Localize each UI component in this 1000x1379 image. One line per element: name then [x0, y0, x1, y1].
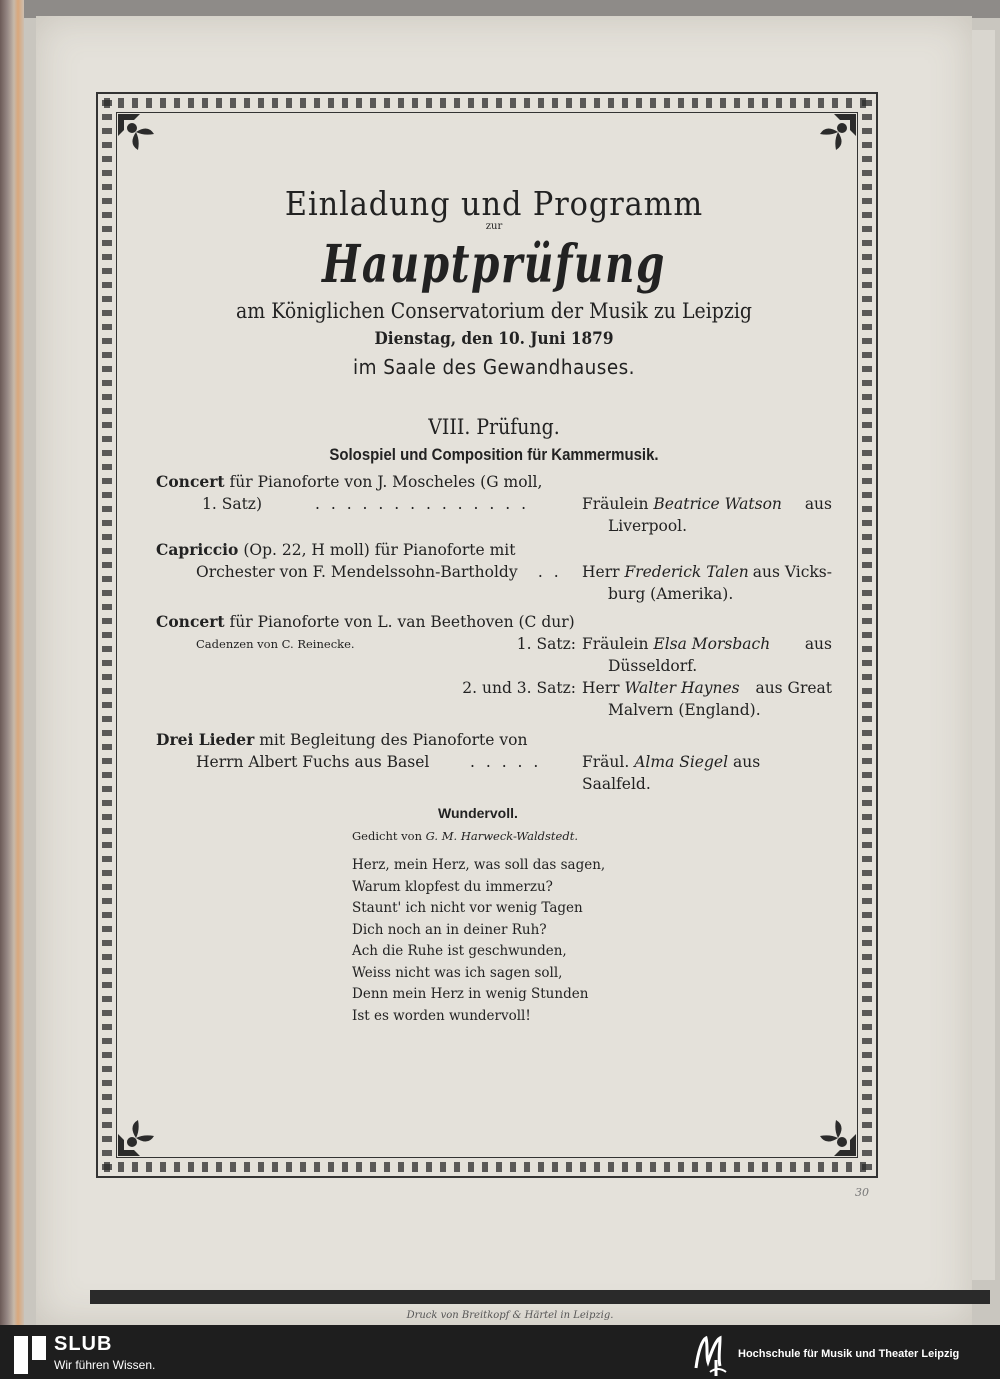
- document-title: Einladung und Programm: [284, 184, 704, 223]
- program-content: [156, 170, 832, 1027]
- corner-ornament-icon: [812, 1112, 860, 1160]
- hmt-mark-icon: [690, 1332, 730, 1376]
- event-date: Dienstag, den 10. Juni 1879: [374, 329, 614, 349]
- exam-number: VIII. Prüfung.: [428, 415, 560, 439]
- dot-leader: . .: [537, 563, 562, 581]
- page-number: 30: [855, 1186, 869, 1199]
- title-connector: zur: [485, 221, 503, 232]
- corner-ornament-icon: [114, 1112, 162, 1160]
- book-binding: [0, 0, 24, 1325]
- poem-line: Staunt' ich nicht vor wenig Tagen: [352, 900, 583, 916]
- performer-name: Elsa Morsbach: [653, 635, 771, 653]
- work-description-line2: Herrn Albert Fuchs aus Basel: [196, 753, 430, 771]
- work-title: Concert: [156, 472, 225, 491]
- poem-line: Ach die Ruhe ist geschwunden,: [352, 943, 567, 959]
- program-item: [156, 471, 832, 537]
- performer-origin: aus Saalfeld.: [582, 753, 761, 793]
- performer-origin-line2: Düsseldorf.: [608, 657, 698, 675]
- performer-title: Herr: [582, 679, 620, 697]
- dot-leader: . . . . . . . . . . . . . .: [315, 495, 530, 513]
- program-item: [156, 539, 832, 605]
- performer-name: Beatrice Watson: [653, 495, 782, 513]
- poem-line: Herz, mein Herz, was soll das sagen,: [352, 857, 606, 873]
- movement: 2. und 3. Satz:: [462, 679, 576, 697]
- poem-line: Ist es worden wundervoll!: [352, 1007, 531, 1024]
- slub-name: SLUB: [54, 1333, 113, 1355]
- work-title: Capriccio: [156, 540, 239, 559]
- program-item: [156, 729, 832, 795]
- movement: 1. Satz): [202, 495, 263, 513]
- performer-title: Herr: [582, 563, 620, 581]
- poem-line: Denn mein Herz in wenig Stunden: [352, 986, 589, 1002]
- performer-origin-line2: burg (Amerika).: [608, 585, 734, 603]
- institution: am Königlichen Conservatorium der Musik zu Leipzig: [236, 299, 752, 323]
- work-description-line2: Orchester von F. Mendelssohn-Bartholdy: [196, 563, 518, 581]
- performer-title: Fräulein: [582, 635, 649, 653]
- performer-origin: aus: [804, 635, 832, 653]
- work-description: für Pianoforte von L. van Beethoven (C dur): [229, 613, 575, 631]
- performer-name: Alma Siegel: [634, 753, 729, 771]
- main-heading: Hauptprüfung: [322, 234, 666, 295]
- venue: im Saale des Gewandhauses.: [353, 355, 635, 379]
- movement: 1. Satz:: [516, 635, 576, 653]
- work-description: mit Begleitung des Pianoforte von: [259, 731, 528, 749]
- bottom-edge-strip: [90, 1290, 990, 1304]
- program-item: [156, 611, 832, 721]
- poem-line: Weiss nicht was ich sagen soll,: [352, 964, 563, 981]
- performer-name: Frederick Talen: [624, 563, 749, 581]
- exam-category: Solospiel und Composition für Kammermusik.: [329, 445, 659, 464]
- performer-origin-line2: Liverpool.: [608, 517, 688, 535]
- poem-author: G. M. Harweck-Waldstedt.: [425, 829, 578, 843]
- slub-mark-icon: [14, 1336, 46, 1374]
- poem-line: Dich noch an in deiner Ruh?: [352, 921, 547, 938]
- work-description: für Pianoforte von J. Moscheles (G moll,: [229, 473, 543, 491]
- work-description: (Op. 22, H moll) für Pianoforte mit: [243, 541, 516, 559]
- performer-origin-line2: Malvern (England).: [608, 701, 761, 719]
- performer-title: Fräulein: [582, 495, 649, 513]
- cadenza-note: Cadenzen von C. Reinecke.: [196, 637, 355, 651]
- poem: [156, 805, 832, 1027]
- poem-line: Warum klopfest du immerzu?: [352, 878, 553, 895]
- work-title: Drei Lieder: [156, 730, 255, 749]
- performer-origin: aus Great: [755, 679, 832, 697]
- dot-leader: . . . . .: [470, 753, 542, 771]
- performer-origin: aus: [804, 495, 832, 513]
- hmt-name: Hochschule für Musik und Theater Leipzig: [738, 1348, 960, 1360]
- performer-name: Walter Haynes: [624, 679, 740, 697]
- performer-title: Fräul.: [582, 753, 630, 771]
- printer-note: Druck von Breitkopf & Härtel in Leipzig.: [406, 1310, 614, 1321]
- slub-claim: Wir führen Wissen.: [54, 1358, 156, 1372]
- performer-origin: aus Vicks-: [752, 563, 832, 581]
- poem-author-prefix: Gedicht von: [352, 829, 422, 843]
- work-title: Concert: [156, 612, 225, 631]
- corner-ornament-icon: [812, 110, 860, 158]
- corner-ornament-icon: [114, 110, 162, 158]
- poem-title: Wundervoll.: [438, 805, 518, 821]
